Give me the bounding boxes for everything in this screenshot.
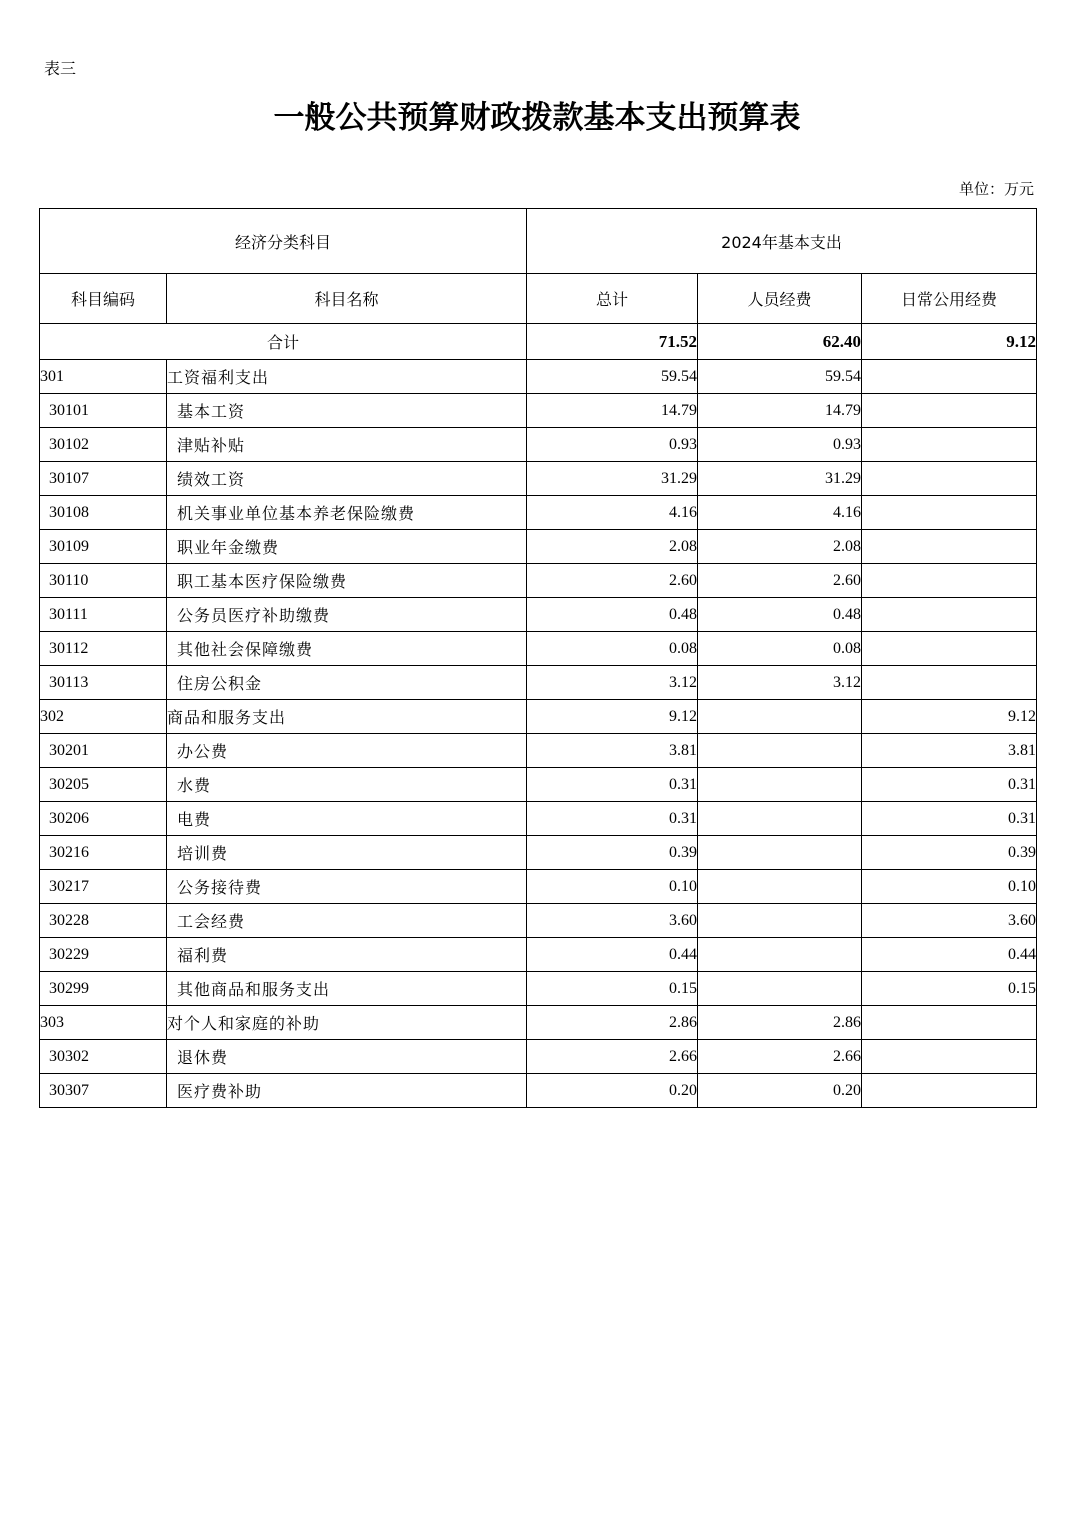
- row-code: 30111: [40, 598, 167, 632]
- page-title: 一般公共预算财政拨款基本支出预算表: [273, 100, 801, 136]
- row-total: 0.31: [527, 768, 698, 802]
- row-name: 其他社会保障缴费: [167, 632, 527, 666]
- row-personnel: [698, 938, 862, 972]
- total-public: 9.12: [862, 324, 1037, 360]
- row-code: 30205: [40, 768, 167, 802]
- row-code: 303: [40, 1006, 167, 1040]
- row-personnel: [698, 972, 862, 1006]
- row-personnel: 4.16: [698, 496, 862, 530]
- row-total: 3.60: [527, 904, 698, 938]
- row-personnel: 2.08: [698, 530, 862, 564]
- row-name: 公务接待费: [167, 870, 527, 904]
- row-total: 4.16: [527, 496, 698, 530]
- row-public: [862, 564, 1037, 598]
- row-public: [862, 394, 1037, 428]
- row-total: 2.08: [527, 530, 698, 564]
- row-total: 2.60: [527, 564, 698, 598]
- header-name: 科目名称: [167, 274, 527, 324]
- table-row: [40, 904, 1037, 938]
- row-total: 0.10: [527, 870, 698, 904]
- row-public: 3.81: [862, 734, 1037, 768]
- row-public: [862, 1074, 1037, 1108]
- header-row-2: [40, 274, 1037, 324]
- row-personnel: 14.79: [698, 394, 862, 428]
- table-row: [40, 462, 1037, 496]
- row-public: [862, 462, 1037, 496]
- row-total: 2.66: [527, 1040, 698, 1074]
- unit-label: 单位：万元: [958, 180, 1034, 198]
- row-total: 2.86: [527, 1006, 698, 1040]
- row-public: 3.60: [862, 904, 1037, 938]
- row-name: 职工基本医疗保险缴费: [167, 564, 527, 598]
- header-personnel: 人员经费: [698, 274, 862, 324]
- table-label: 表三: [44, 59, 77, 78]
- row-personnel: 0.93: [698, 428, 862, 462]
- table-row: [40, 938, 1037, 972]
- row-total: 0.31: [527, 802, 698, 836]
- row-code: 30206: [40, 802, 167, 836]
- row-personnel: 2.86: [698, 1006, 862, 1040]
- table-row: [40, 1040, 1037, 1074]
- header-econ-category: 经济分类科目: [40, 209, 527, 274]
- row-total: 0.20: [527, 1074, 698, 1108]
- row-public: [862, 496, 1037, 530]
- row-code: 30217: [40, 870, 167, 904]
- row-code: 30299: [40, 972, 167, 1006]
- row-personnel: [698, 700, 862, 734]
- row-name: 福利费: [167, 938, 527, 972]
- row-personnel: 59.54: [698, 360, 862, 394]
- row-public: 0.15: [862, 972, 1037, 1006]
- table-row: [40, 700, 1037, 734]
- row-code: 30113: [40, 666, 167, 700]
- row-personnel: 2.66: [698, 1040, 862, 1074]
- row-personnel: 0.48: [698, 598, 862, 632]
- table-row: [40, 530, 1037, 564]
- header-year-expense: 2024年基本支出: [527, 209, 1037, 274]
- row-name: 基本工资: [167, 394, 527, 428]
- row-name: 绩效工资: [167, 462, 527, 496]
- row-code: 30229: [40, 938, 167, 972]
- row-code: 30201: [40, 734, 167, 768]
- row-code: 301: [40, 360, 167, 394]
- row-name: 对个人和家庭的补助: [167, 1006, 527, 1040]
- total-total: 71.52: [527, 324, 698, 360]
- table-row: [40, 870, 1037, 904]
- row-name: 电费: [167, 802, 527, 836]
- row-public: [862, 428, 1037, 462]
- row-name: 办公费: [167, 734, 527, 768]
- row-code: 302: [40, 700, 167, 734]
- row-total: 0.44: [527, 938, 698, 972]
- row-total: 31.29: [527, 462, 698, 496]
- row-total: 59.54: [527, 360, 698, 394]
- table-row: [40, 564, 1037, 598]
- total-label: 合计: [40, 324, 527, 360]
- row-public: 0.31: [862, 802, 1037, 836]
- table-row: [40, 394, 1037, 428]
- total-personnel: 62.40: [698, 324, 862, 360]
- row-code: 30216: [40, 836, 167, 870]
- table-row: [40, 1074, 1037, 1108]
- table-row: [40, 496, 1037, 530]
- row-total: 0.48: [527, 598, 698, 632]
- row-total: 9.12: [527, 700, 698, 734]
- row-personnel: 0.20: [698, 1074, 862, 1108]
- row-name: 水费: [167, 768, 527, 802]
- row-personnel: [698, 836, 862, 870]
- row-name: 培训费: [167, 836, 527, 870]
- row-name: 工会经费: [167, 904, 527, 938]
- row-code: 30107: [40, 462, 167, 496]
- row-public: 0.10: [862, 870, 1037, 904]
- row-name: 职业年金缴费: [167, 530, 527, 564]
- row-name: 退休费: [167, 1040, 527, 1074]
- row-code: 30307: [40, 1074, 167, 1108]
- row-total: 0.15: [527, 972, 698, 1006]
- row-name: 津贴补贴: [167, 428, 527, 462]
- row-code: 30109: [40, 530, 167, 564]
- row-public: [862, 632, 1037, 666]
- row-personnel: [698, 802, 862, 836]
- row-public: 0.44: [862, 938, 1037, 972]
- row-total: 3.81: [527, 734, 698, 768]
- table-row: [40, 360, 1037, 394]
- row-name: 公务员医疗补助缴费: [167, 598, 527, 632]
- row-public: 9.12: [862, 700, 1037, 734]
- header-code: 科目编码: [40, 274, 167, 324]
- row-total: 0.93: [527, 428, 698, 462]
- table-row: [40, 666, 1037, 700]
- row-personnel: [698, 870, 862, 904]
- row-total: 0.39: [527, 836, 698, 870]
- row-personnel: [698, 904, 862, 938]
- row-name: 其他商品和服务支出: [167, 972, 527, 1006]
- row-public: [862, 1040, 1037, 1074]
- table-row: [40, 768, 1037, 802]
- row-name: 工资福利支出: [167, 360, 527, 394]
- row-public: [862, 598, 1037, 632]
- table-row: [40, 734, 1037, 768]
- row-name: 机关事业单位基本养老保险缴费: [167, 496, 527, 530]
- table-row: [40, 972, 1037, 1006]
- row-code: 30101: [40, 394, 167, 428]
- table-row: [40, 428, 1037, 462]
- header-total: 总计: [527, 274, 698, 324]
- row-code: 30302: [40, 1040, 167, 1074]
- row-personnel: 3.12: [698, 666, 862, 700]
- row-name: 住房公积金: [167, 666, 527, 700]
- row-total: 3.12: [527, 666, 698, 700]
- table-row: [40, 632, 1037, 666]
- row-personnel: 31.29: [698, 462, 862, 496]
- row-public: [862, 1006, 1037, 1040]
- row-personnel: [698, 734, 862, 768]
- row-personnel: 0.08: [698, 632, 862, 666]
- header-public: 日常公用经费: [862, 274, 1037, 324]
- row-code: 30228: [40, 904, 167, 938]
- table-row: [40, 598, 1037, 632]
- table-row: [40, 836, 1037, 870]
- table-row: [40, 1006, 1037, 1040]
- row-public: 0.31: [862, 768, 1037, 802]
- row-total: 14.79: [527, 394, 698, 428]
- table-row: [40, 802, 1037, 836]
- header-row-1: [40, 209, 1037, 274]
- row-code: 30112: [40, 632, 167, 666]
- row-name: 商品和服务支出: [167, 700, 527, 734]
- row-total: 0.08: [527, 632, 698, 666]
- total-row: [40, 324, 1037, 360]
- row-public: [862, 666, 1037, 700]
- row-public: 0.39: [862, 836, 1037, 870]
- row-code: 30102: [40, 428, 167, 462]
- row-public: [862, 530, 1037, 564]
- row-code: 30108: [40, 496, 167, 530]
- row-name: 医疗费补助: [167, 1074, 527, 1108]
- row-personnel: [698, 768, 862, 802]
- budget-table: [39, 208, 1037, 1108]
- row-personnel: 2.60: [698, 564, 862, 598]
- row-public: [862, 360, 1037, 394]
- row-code: 30110: [40, 564, 167, 598]
